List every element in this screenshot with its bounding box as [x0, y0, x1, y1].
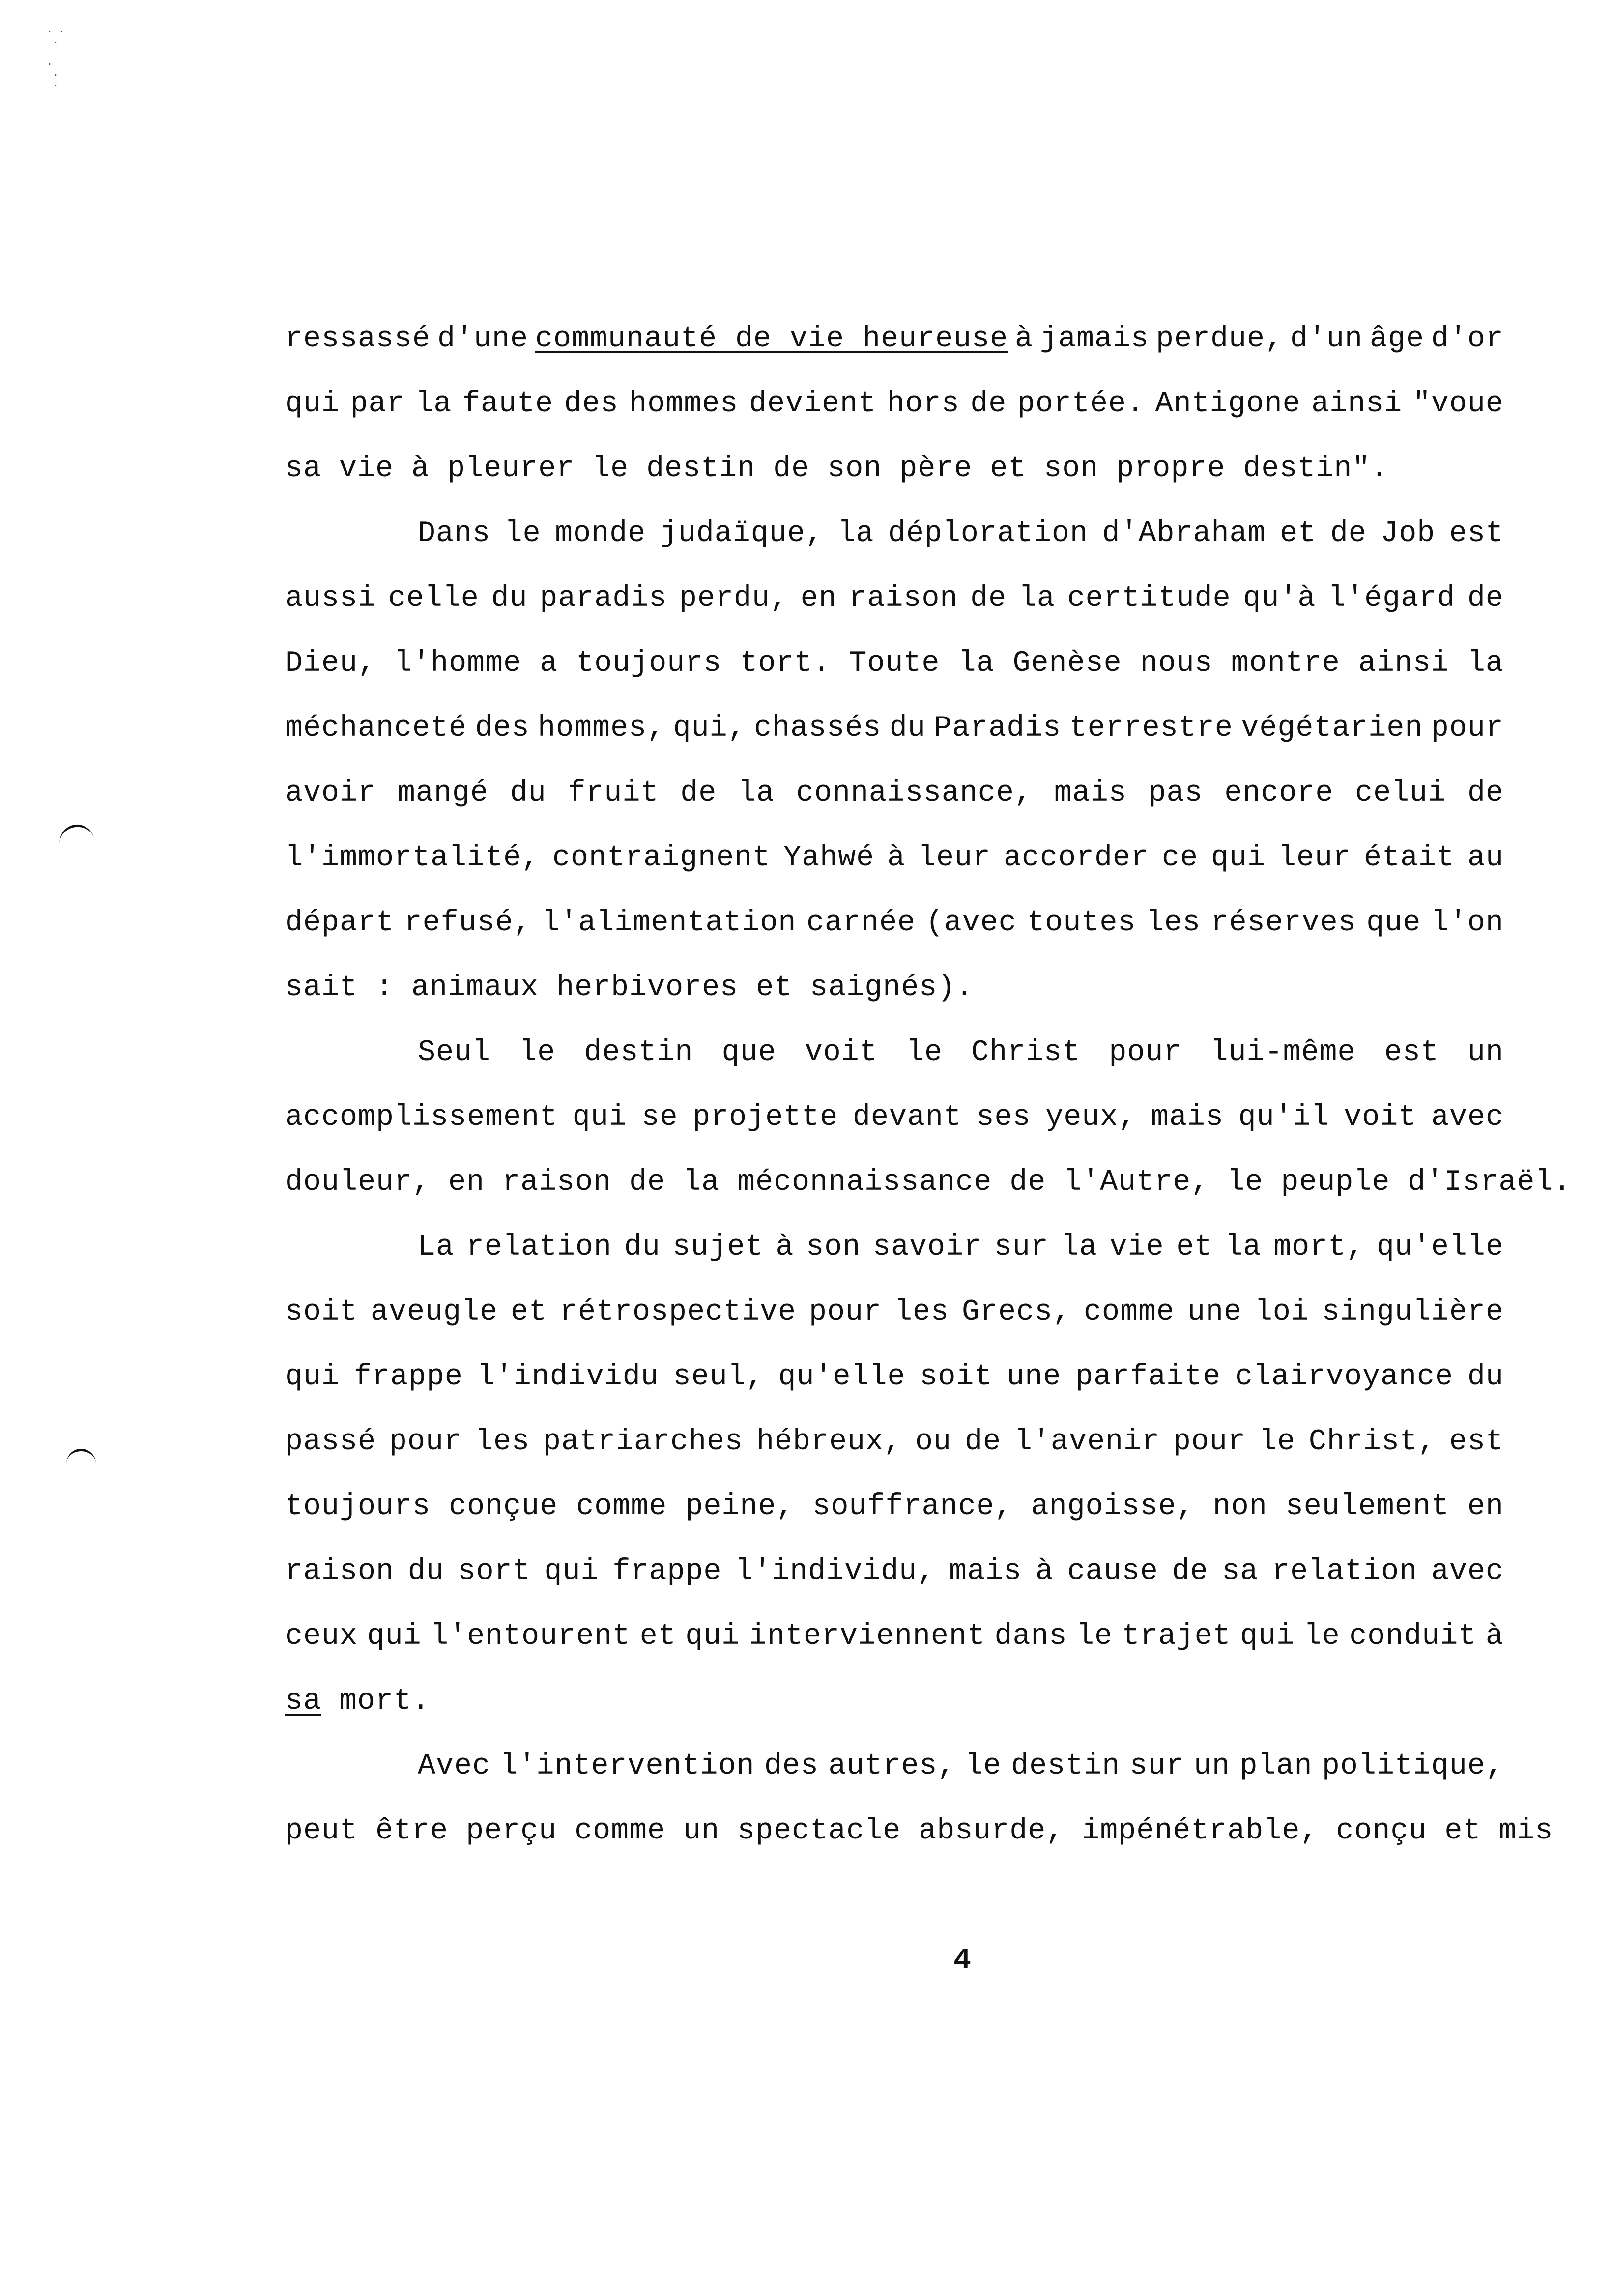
margin-mark [66, 1449, 96, 1466]
text-line: La relation du sujet à son savoir sur la vie et la mort, qu'elle [418, 1231, 1504, 1264]
text-line: sa vie à pleurer le destin de son père et son propre destin". [285, 452, 1389, 486]
text-line: départ refusé, l'alimentation carnée (avec toutes les réserves que l'on [285, 906, 1504, 940]
text-line: toujours conçue comme peine, souffrance, angoisse, non seulement en [285, 1490, 1504, 1523]
text-line: ressassé d'une communauté de vie heureuse à jamais perdue, d'un âge d'or [285, 322, 1504, 356]
text-line: sait : animaux herbivores et saignés). [285, 971, 974, 1004]
text-line: Dieu, l'homme a toujours tort. Toute la Genèse nous montre ainsi la [285, 647, 1504, 680]
margin-mark [58, 822, 95, 849]
text-line: raison du sort qui frappe l'individu, mais à cause de sa relation avec [285, 1555, 1504, 1588]
scan-speck: · · · · · · [47, 27, 65, 92]
text-line: peut être perçu comme un spectacle absurde, impénétrable, conçu et mis [285, 1814, 1554, 1848]
text-line: Avec l'intervention des autres, le destin sur un plan politique, [418, 1750, 1504, 1783]
text-line: accomplissement qui se projette devant ses yeux, mais qu'il voit avec [285, 1101, 1504, 1134]
text-line: méchanceté des hommes, qui, chassés du Paradis terrestre végétarien pour [285, 712, 1504, 745]
text-line: l'immortalité, contraignent Yahwé à leur accorder ce qui leur était au [285, 841, 1504, 875]
text-line: avoir mangé du fruit de la connaissance, mais pas encore celui de [285, 776, 1504, 810]
text-line: ceux qui l'entourent et qui interviennent dans le trajet qui le conduit à [285, 1620, 1504, 1653]
text-line: Seul le destin que voit le Christ pour lui-même est un [418, 1036, 1504, 1069]
page-number: 4 [953, 1944, 972, 1978]
text-line: douleur, en raison de la méconnaissance de l'Autre, le peuple d'Israël. [285, 1166, 1572, 1199]
text-line: qui par la faute des hommes devient hors de portée. Antigone ainsi "voue [285, 387, 1504, 421]
text-line: Dans le monde judaïque, la déploration d'Abraham et de Job est [418, 517, 1504, 550]
text-line: qui frappe l'individu seul, qu'elle soit une parfaite clairvoyance du [285, 1360, 1504, 1394]
text-line: aussi celle du paradis perdu, en raison de la certitude qu'à l'égard de [285, 582, 1504, 615]
text-line: sa mort. [285, 1685, 431, 1718]
text-line: passé pour les patriarches hébreux, ou de l'avenir pour le Christ, est [285, 1425, 1504, 1459]
text-line: soit aveugle et rétrospective pour les Grecs, comme une loi singulière [285, 1295, 1504, 1329]
